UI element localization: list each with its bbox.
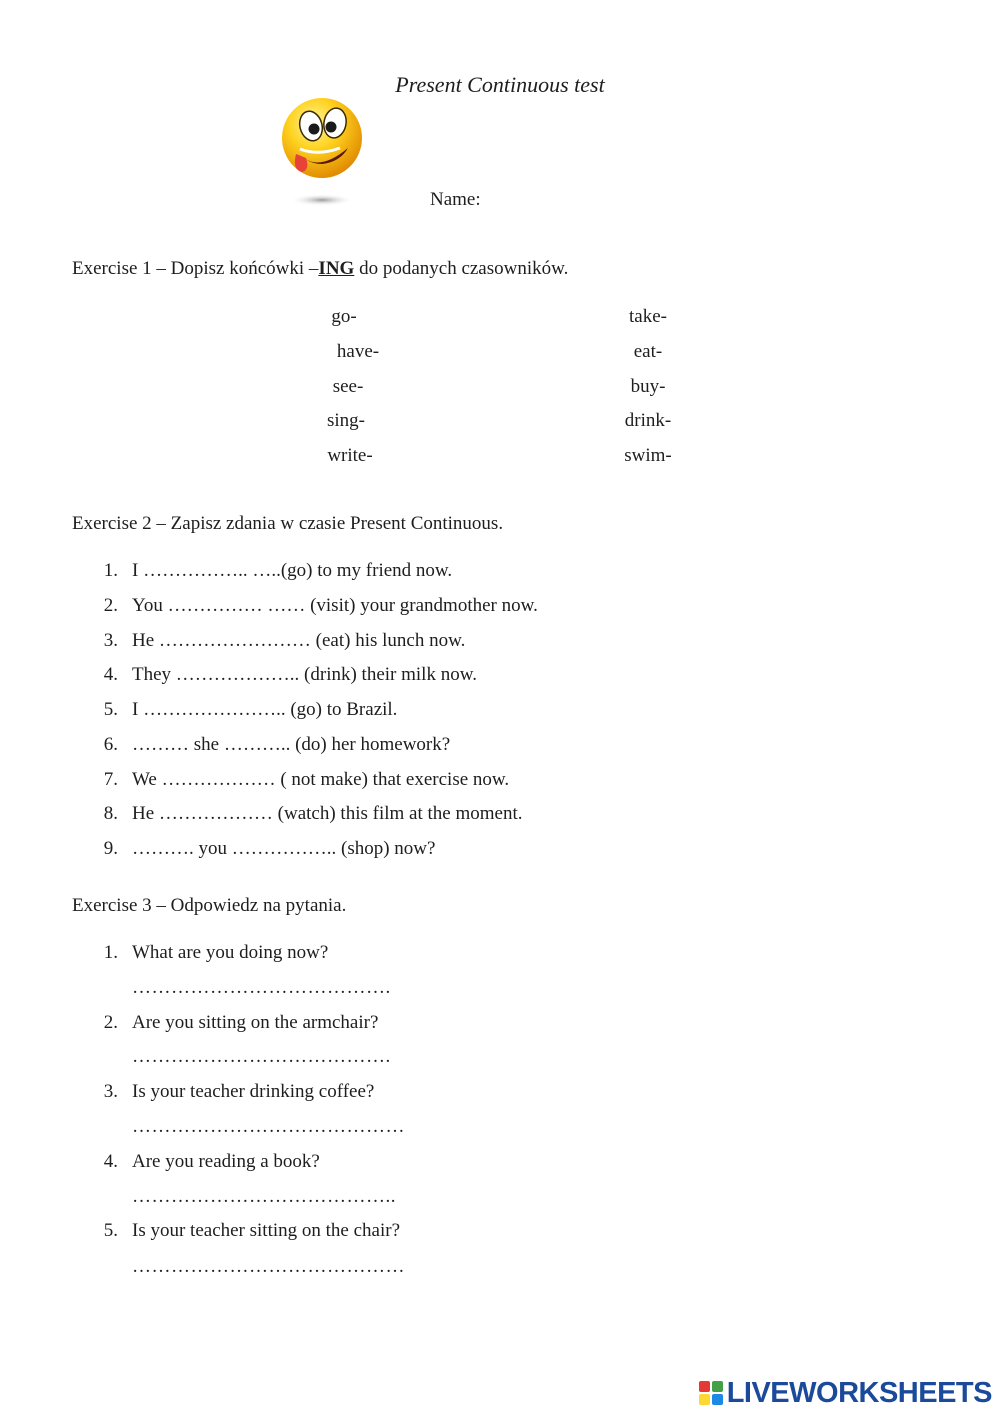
logo-square (699, 1381, 710, 1392)
verb-item: drink- (624, 410, 672, 431)
exercise-1-heading (72, 259, 568, 278)
answer-line: …………………………………… (132, 1256, 405, 1277)
question-text: Are you reading a book? (132, 1151, 320, 1172)
sentence-text: You …………… …… (visit) your grandmother now. (132, 595, 538, 616)
verb-item: sing- (327, 410, 365, 431)
verb-item: buy- (630, 376, 666, 397)
verb-item: take- (629, 306, 667, 327)
item-number: 4. (103, 1151, 118, 1172)
item-number: 5. (103, 1220, 118, 1241)
item-number: 2. (103, 595, 118, 616)
item-number: 3. (103, 630, 118, 651)
item-number: 4. (103, 664, 118, 685)
sentence-text: ………. you …………….. (shop) now? (132, 838, 436, 859)
exercise-2-heading: Exercise 2 – Zapisz zdania w czasie Present Continuous. (72, 513, 504, 534)
exercise-3-heading: Exercise 3 – Odpowiedz na pytania. (72, 895, 347, 916)
name-label: Name: (430, 189, 481, 210)
sentence-text: I …………….. …..(go) to my friend now. (132, 560, 453, 581)
item-number: 8. (103, 803, 118, 824)
logo-square (699, 1394, 710, 1405)
verb-item: swim- (624, 445, 672, 466)
verb-item: write- (327, 445, 373, 466)
answer-line: …………………………………. (132, 1046, 391, 1067)
sentence-text: They ……………….. (drink) their milk now. (132, 664, 477, 685)
logo-square (712, 1381, 723, 1392)
page-title: Present Continuous test (395, 72, 605, 97)
logo-text: LIVEWORKSHEETS (726, 1376, 992, 1409)
sentence-text: I ………………….. (go) to Brazil. (132, 699, 398, 720)
answer-line: …………………………………. (132, 977, 391, 998)
question-text: Is your teacher sitting on the chair? (132, 1220, 401, 1241)
question-text: Are you sitting on the armchair? (132, 1012, 379, 1033)
exercise-1-heading-pre: Exercise 1 – Dopisz końcówki – (72, 258, 319, 279)
item-number: 5. (103, 699, 118, 720)
answer-line: …………………………………… (132, 1116, 405, 1137)
item-number: 1. (103, 560, 118, 581)
sentence-text: He …………………… (eat) his lunch now. (132, 630, 466, 651)
verb-item: eat- (633, 341, 663, 362)
ing-emphasis: ING (318, 258, 355, 279)
item-number: 2. (103, 1012, 118, 1033)
sentence-text: ……… she ……….. (do) her homework? (132, 734, 451, 755)
question-text: What are you doing now? (132, 942, 329, 963)
sentence-text: We ……………… ( not make) that exercise now. (132, 769, 510, 790)
item-number: 9. (103, 838, 118, 859)
item-number: 1. (103, 942, 118, 963)
sentence-text: He ……………… (watch) this film at the moment. (132, 803, 523, 824)
logo-badge-icon (699, 1381, 723, 1405)
item-number: 6. (103, 734, 118, 755)
answer-line: ………………………………….. (132, 1186, 396, 1207)
verb-item: have- (336, 341, 380, 362)
question-text: Is your teacher drinking coffee? (132, 1081, 375, 1102)
verb-item: go- (331, 306, 357, 327)
exercise-1-heading-post: do podanych czasowników. (354, 258, 569, 279)
logo-square (712, 1394, 723, 1405)
item-number: 7. (103, 769, 118, 790)
item-number: 3. (103, 1081, 118, 1102)
liveworksheets-logo[interactable] (699, 1378, 992, 1408)
verb-item: see- (332, 376, 364, 397)
smiley-face-icon (278, 96, 368, 211)
